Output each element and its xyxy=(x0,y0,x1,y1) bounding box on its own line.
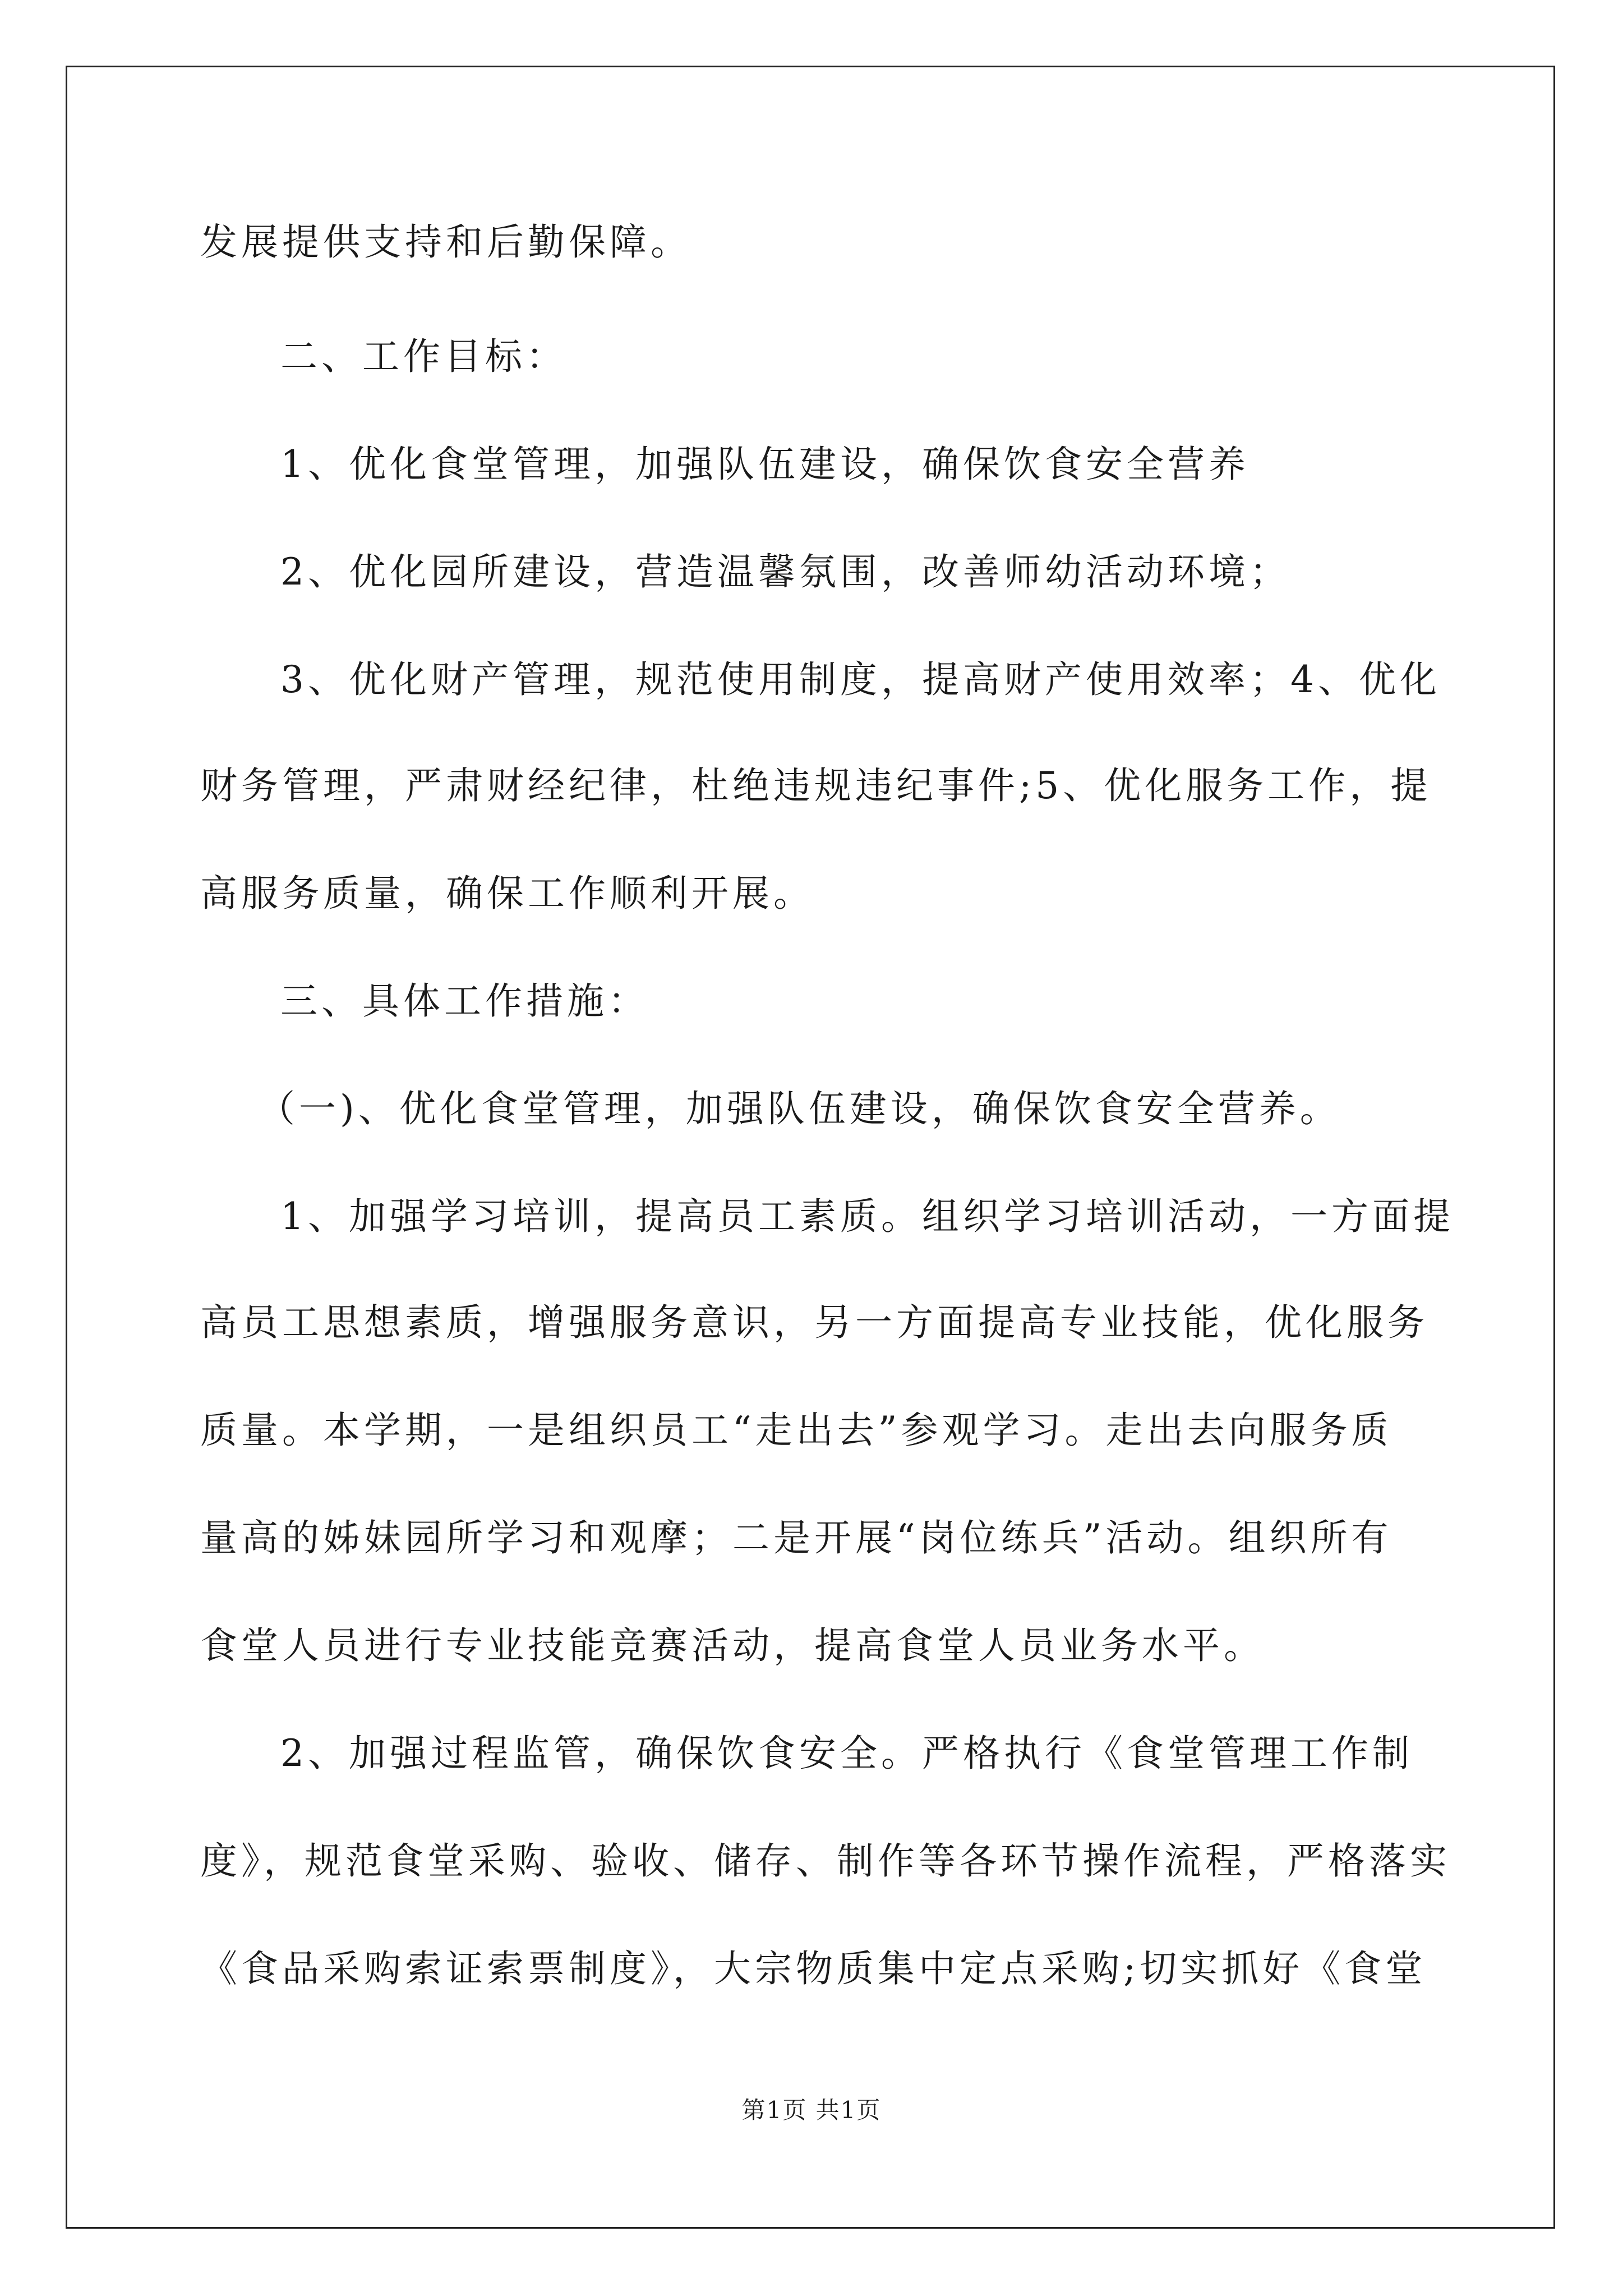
section-heading-goals: 二、工作目标： xyxy=(280,335,567,378)
text-line-training-1: 1、加强学习培训，提高员工素质。组织学习培训活动，一方面提 xyxy=(280,1195,1454,1238)
text-line-training-3: 质量。本学期，一是组织员工“走出去”参观学习。走出去向服务质 xyxy=(200,1409,1393,1452)
text-line-1: 发展提供支持和后勤保障。 xyxy=(200,220,691,264)
text-line-training-5: 食堂人员进行专业技能竞赛活动，提高食堂人员业务水平。 xyxy=(200,1624,1265,1667)
text-line-goal-3: 3、优化财产管理，规范使用制度，提高财产使用效率；4、优化 xyxy=(280,658,1441,701)
text-line-training-4: 量高的姊妹园所学习和观摩；二是开展“岗位练兵”活动。组织所有 xyxy=(200,1516,1393,1559)
section-heading-measures: 三、具体工作措施： xyxy=(280,979,649,1023)
subheading-canteen: （一)、优化食堂管理，加强队伍建设，确保饮食安全营养。 xyxy=(258,1087,1341,1130)
text-line-supervision-3: 《食品采购索证索票制度》，大宗物质集中定点采购;切实抓好《食堂 xyxy=(200,1947,1427,1990)
text-line-goal-1: 1、优化食堂管理，加强队伍建设，确保饮食安全营养 xyxy=(280,443,1249,486)
page-number-footer: 第1页 共1页 xyxy=(741,2096,882,2124)
text-line-supervision-1: 2、加强过程监管，确保饮食安全。严格执行《食堂管理工作制 xyxy=(280,1732,1413,1775)
text-line-training-2: 高员工思想素质，增强服务意识，另一方面提高专业技能，优化服务 xyxy=(200,1301,1428,1344)
text-line-goal-5: 高服务质量，确保工作顺利开展。 xyxy=(200,872,814,915)
text-line-supervision-2: 度》，规范食堂采购、验收、储存、制作等各环节操作流程，严格落实 xyxy=(200,1839,1451,1883)
text-line-goal-4: 财务管理，严肃财经纪律，杜绝违规违纪事件;5、优化服务工作，提 xyxy=(200,764,1432,807)
page-border xyxy=(66,66,1555,2229)
text-line-goal-2: 2、优化园所建设，营造温馨氛围，改善师幼活动环境； xyxy=(280,550,1290,593)
